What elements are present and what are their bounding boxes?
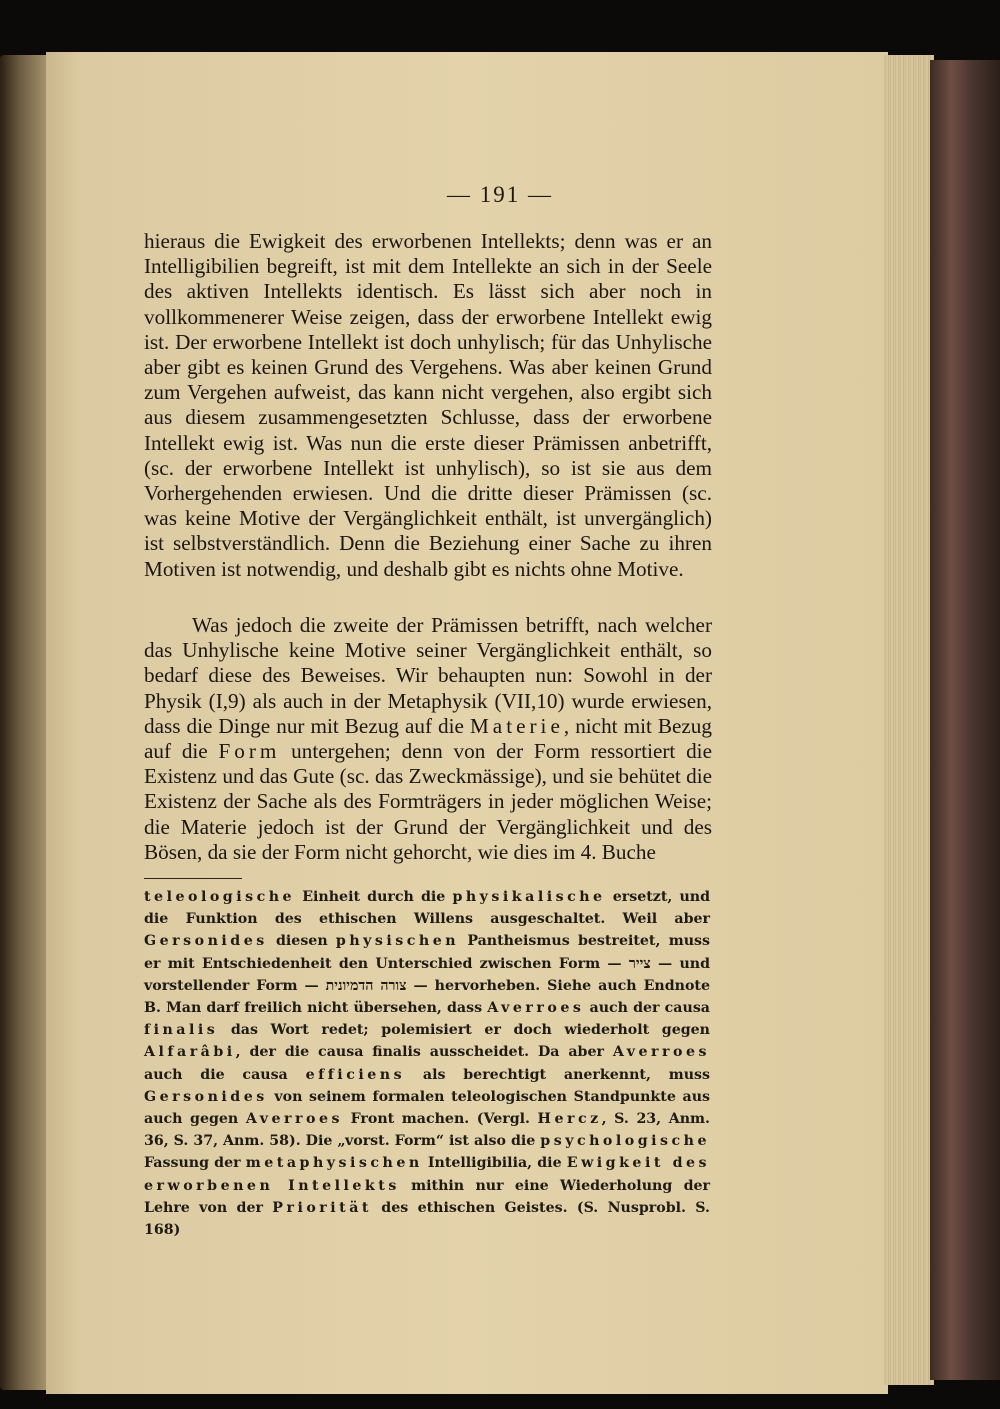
spaced-term: Priorität [272,1199,372,1216]
spaced-term: metaphysischen [245,1155,423,1172]
spaced-term: Alfarâbi [144,1044,236,1061]
book-cover-edge [930,60,1000,1380]
footnote-divider [144,878,242,879]
spaced-term: efficiens [305,1066,406,1083]
footnote [144,886,710,1241]
footnote-text: auch der causa [584,1000,710,1017]
footnote-text: ersetzt, und die Funktion des ethischen Willens ausgeschaltet. Weil aber [144,889,711,928]
footnote-text: mithin nur eine Wiederholung der Lehre von der [144,1177,710,1216]
paragraph-text: Was jedoch die zweite der Prämissen betrifft, nach welcher das Unhylische keine Motive seiner Vergänglichkeit enthält, so bedarf diese des Beweises. Wir behaupten nun: Sowohl in der Physik (I,9) als auch in der Metaphysik (VII,10) wurde erwiesen, dass die Dinge nur mit Bezug auf die [144,613,712,738]
spaced-term: Gersonides [144,1088,268,1105]
spaced-term: psychologische [540,1133,710,1150]
emphasis-form: Form [218,739,281,764]
spaced-term: Ewigkeit des erworbenen Intellekts [144,1155,710,1194]
footnote-text: als berechtigt anerkennt, muss [405,1066,710,1083]
book-left-edge [0,55,48,1390]
footnote-text: , der die causa finalis ausscheidet. Da aber [235,1044,613,1061]
footnote-text: Pantheismus bestreitet, muss er mit Entschiedenheit den Unterschied zwischen Form — צייר — und vorstellender Form — צורה הדמיונית — hervorheben. Siehe auch Endnote B. Man darf freilich nicht übersehen, dass [144,933,710,1017]
spaced-term: finalis [144,1022,219,1039]
spaced-term: teleologische [144,889,296,905]
spaced-term: Averroes [612,1044,710,1061]
spaced-term: Averroes [245,1111,343,1128]
emphasis-materie: Materie [469,713,564,738]
spaced-term: Hercz [537,1111,602,1128]
paragraph-text: untergehen; denn von der Form ressortiert die Existenz und das Gute (sc. das Zweckmässige), und sie behütet die Existenz der Sache als des Formträgers in jeder möglichen Weise; die Materie jedoch ist der Grund der Vergänglichkeit und des Bösen, da sie der Form nicht gehorcht, wie dies im 4. Buche [144,739,712,864]
main-paragraph-1: hieraus die Ewigkeit des erworbenen Intellekts; denn was er an Intelligibilien begreift, ist mit dem Intellekte an sich in der Seele des aktiven Intellekts identisch. Es lässt sich aber noch in vollkommenerer Weise zeigen, dass der erworbene Intellekt ewig ist. Der erworbene Intellekt ist doch unhylisch; für das Unhylische aber gibt es keinen Grund des Vergehens. Was aber keinen Grund zum Vergehen aufweist, das kann nicht vergehen, also ergibt sich aus diesem zusammengesetzten Schlusse, dass der erworbene Intellekt ewig ist. Was nun die erste dieser Prämissen anbetrifft, (sc. der erworbene Intellekt ist unhylisch), so ist sie aus dem Vorhergehenden erwiesen. Und die dritte dieser Prämissen (sc. was keine Motive der Vergänglichkeit enthält, ist unvergänglich) ist selbstverständlich. Denn die Beziehung einer Sache zu ihren Motiven ist notwendig, und deshalb gibt es nichts ohne Motive. [144,229,712,581]
footnote-text: Einheit durch die [295,889,453,905]
footnote-text: von seinem formalen teleologischen Standpunkte aus auch gegen [144,1088,710,1128]
footnote-text: auch die causa [144,1066,306,1083]
footnote-text: diesen [267,933,336,950]
spaced-term: Averroes [487,1000,585,1017]
footnote-text: , S. 23, Anm. 36, S. 37, Anm. 58). Die „vorst. Form“ ist also die [144,1111,710,1150]
footnote-text: Fassung der [144,1155,246,1172]
footnote-text: das Wort redet; polemisiert er doch wiederholt gegen [218,1022,710,1039]
spaced-term: Gersonides [144,933,268,950]
spaced-term: physischen [335,933,460,950]
footnote-text: Intelligibilia, die [422,1155,567,1172]
paragraph-text: , nicht mit Bezug auf die [144,713,712,764]
main-paragraph-2 [144,613,712,865]
page-stack-edge [884,55,934,1385]
footnote-text: Front machen. (Vergl. [342,1111,538,1128]
page-number: — 191 — [447,182,553,207]
footnote-text: des ethischen Geistes. (S. Nusprobl. S. 168) [144,1199,710,1239]
spaced-term: physikalische [452,889,606,905]
